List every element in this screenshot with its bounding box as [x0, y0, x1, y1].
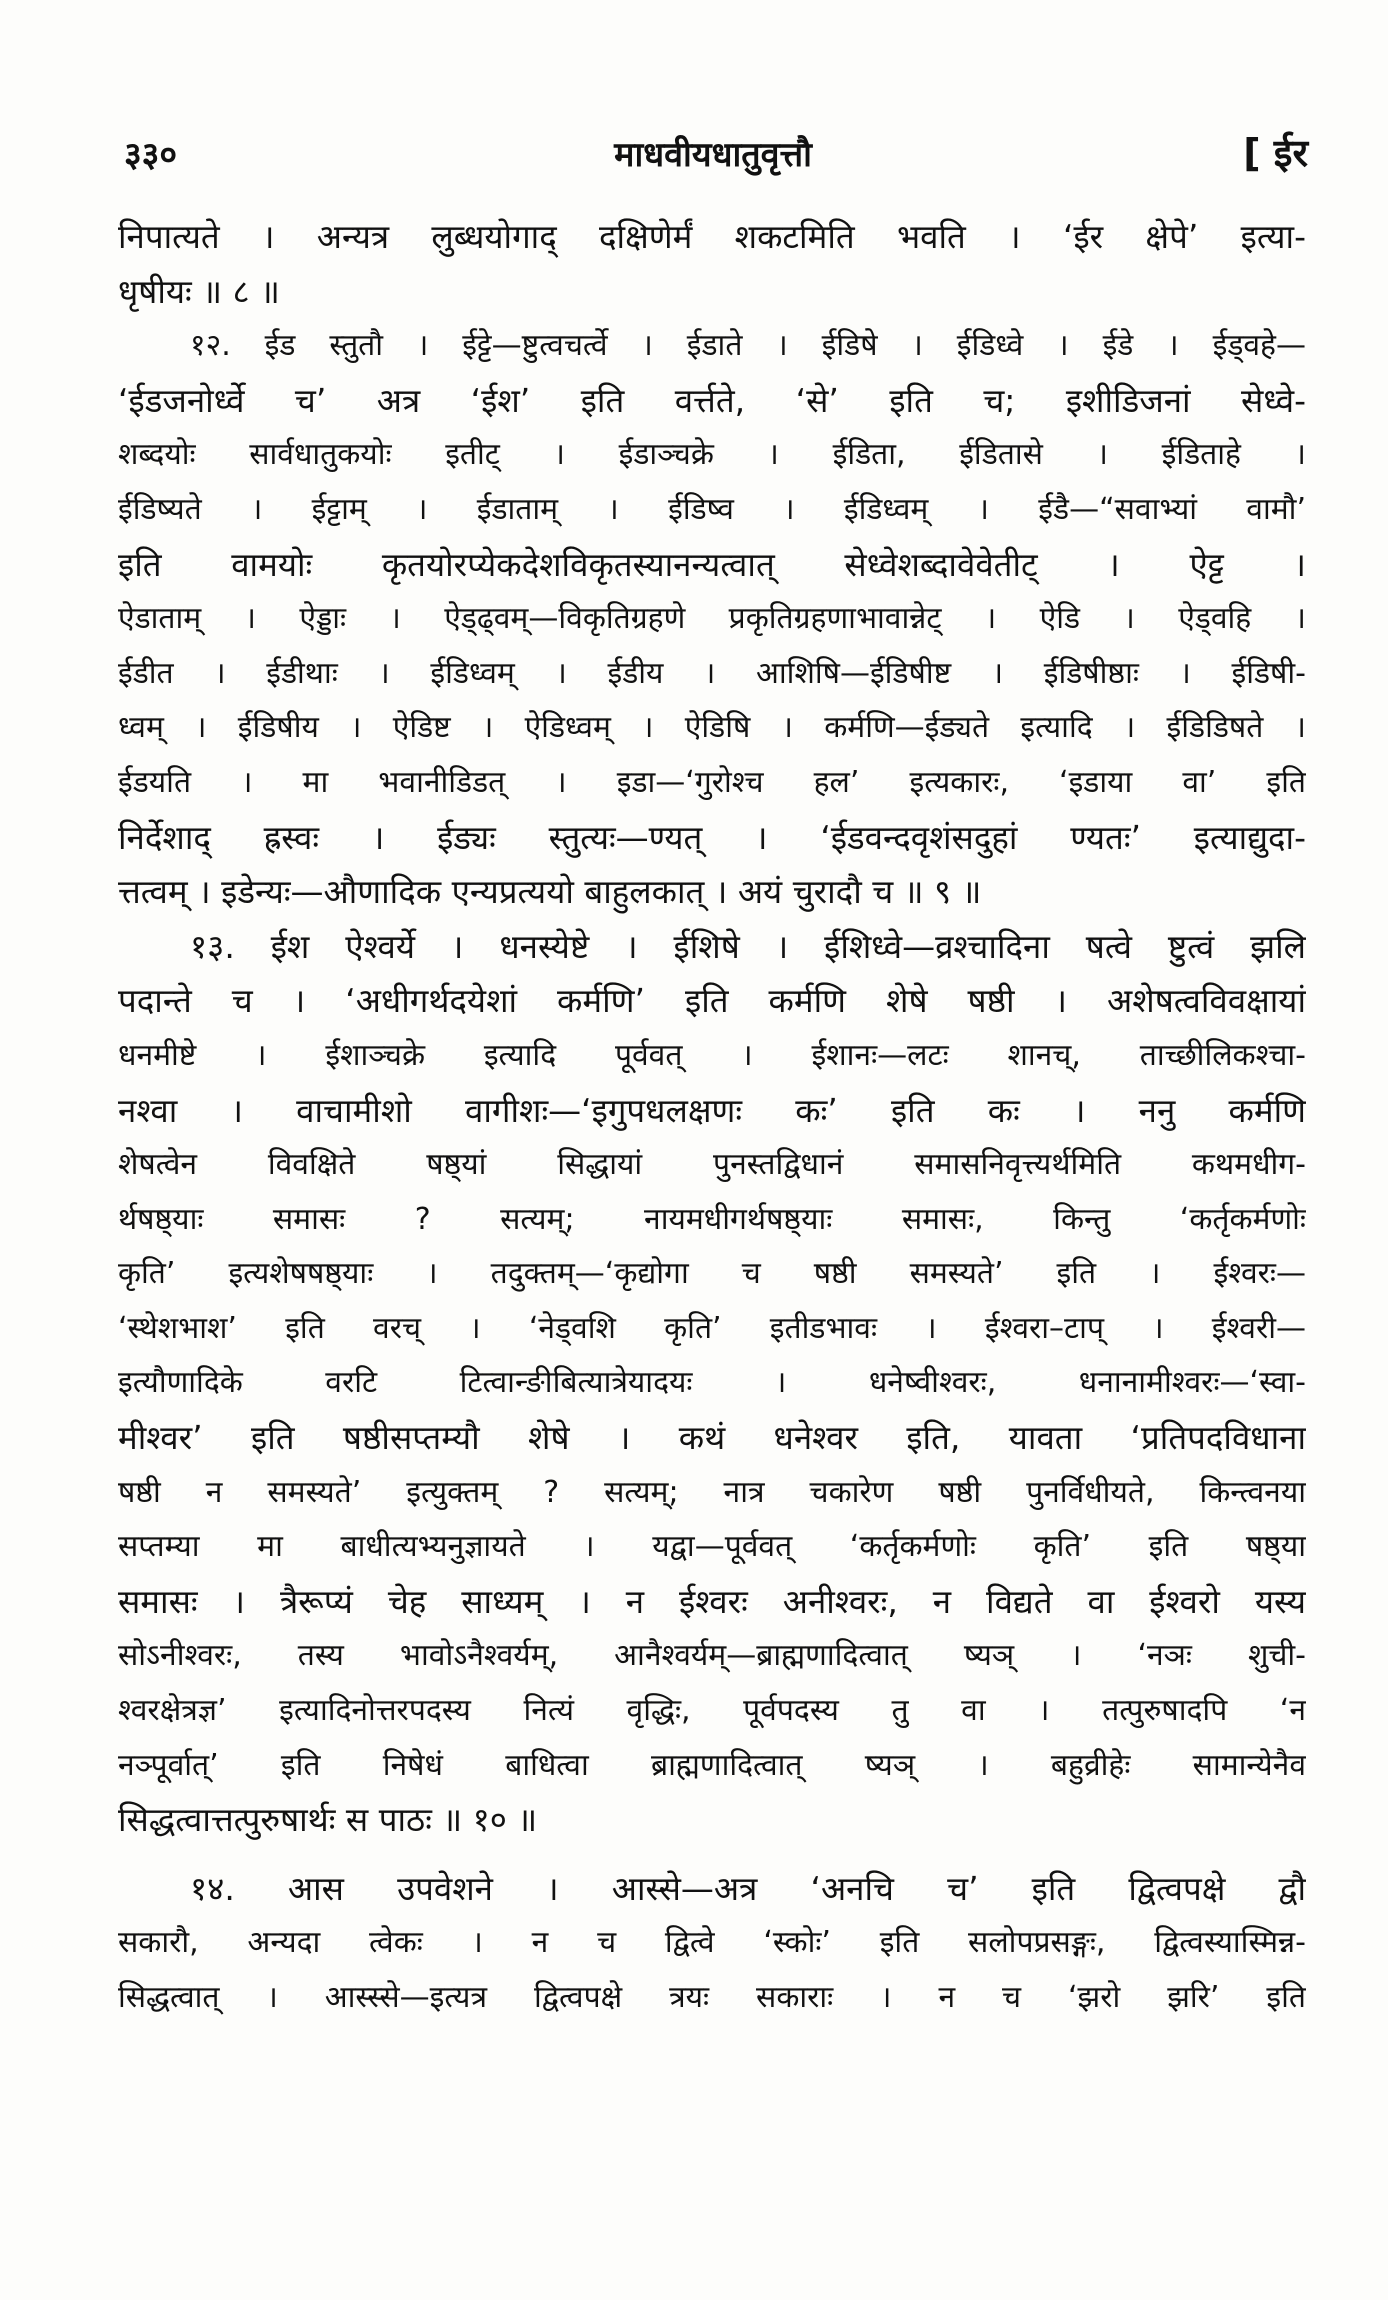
- running-head: [118, 118, 1308, 188]
- text-line: ध्वम् । ईडिषीय । ऐडिष्ट । ऐडिध्वम् । ऐडिषि । कर्मणि—ईड्यते इत्यादि । ईडिडिषते ।: [118, 710, 1306, 746]
- book-title: माधवीयधातुवृत्तौ: [614, 135, 812, 175]
- text-line: समासः । त्रैरूप्यं चेह साध्यम् । न ईश्वरः अनीश्वरः, न विद्यते वा ईश्वरो यस्य: [118, 1581, 1306, 1621]
- text-line: त्तत्वम् । इडेन्यः—औणादिक एन्यप्रत्ययो बाहुलकात् । अयं चुरादौ च ॥ ९ ॥: [118, 872, 982, 912]
- text-line: ‘स्थेशभाश’ इति वरच् । ‘नेड्वशि कृति’ इतीडभावः । ईश्वरा–टाप् । ईश्वरी—: [118, 1310, 1306, 1346]
- text-line: सोऽनीश्वरः, तस्य भावोऽनैश्वर्यम्, आनैश्वर्यम्—ब्राह्मणादित्वात् ष्यञ् । ‘नञः शुची-: [118, 1638, 1306, 1674]
- text-line: सकारौ, अन्यदा त्वेकः । न च द्वित्वे ‘स्कोः’ इति सलोपप्रसङ्गः, द्वित्वस्यास्मिन्न-: [118, 1925, 1306, 1961]
- text-line: नञ्पूर्वात्’ इति निषेधं बाधित्वा ब्राह्मणादित्वात् ष्यञ् । बहुव्रीहेः सामान्येनैव: [118, 1747, 1306, 1783]
- text-line: १४. आस उपवेशने । आस्से—अत्र ‘अनचि च’ इति द्वित्वपक्षे द्वौ: [190, 1868, 1306, 1908]
- text-line: १३. ईश ऐश्वर्ये । धनस्येष्टे । ईशिषे । ईशिध्वे—व्रश्चादिना षत्वे ष्टुत्वं झलि: [190, 926, 1306, 966]
- text-line: निपात्यते । अन्यत्र लुब्धयोगाद् दक्षिणेर्मं शकटमिति भवति । ‘ईर क्षेपे’ इत्या-: [118, 217, 1306, 256]
- text-line: षष्ठी न समस्यते’ इत्युक्तम् ? सत्यम्; नात्र चकारेण षष्ठी पुनर्विधीयते, किन्त्वनया: [118, 1474, 1306, 1510]
- text-line: शेषत्वेन विवक्षिते षष्ठ्यां सिद्धायां पुनस्तद्विधानं समासनिवृत्त्यर्थमिति कथमधीग-: [118, 1147, 1306, 1183]
- page-number: ३३०: [124, 135, 178, 175]
- text-line: श्वरक्षेत्रज्ञ’ इत्यादिनोत्तरपदस्य नित्यं वृद्धिः, पूर्वपदस्य तु वा । तत्पुरुषादपि ‘न: [118, 1693, 1306, 1729]
- text-line: मीश्वर’ इति षष्ठीसप्तम्यौ शेषे । कथं धनेश्वर इति, यावता ‘प्रतिपदविधाना: [118, 1418, 1306, 1458]
- text-line: पदान्ते च । ‘अधीगर्थदयेशां कर्मणि’ इति कर्मणि शेषे षष्ठी । अशेषत्वविवक्षायां: [118, 981, 1306, 1021]
- text-line: नश्वा । वाचामीशो वागीशः—‘इगुपधलक्षणः कः’ इति कः । ननु कर्मणि: [118, 1090, 1306, 1130]
- text-line: ‘ईडजनोर्ध्वे च’ अत्र ‘ईश’ इति वर्त्तते, ‘से’ इति च; इशीडिजनां सेध्वे-: [118, 380, 1306, 420]
- text-line: धनमीष्टे । ईशाञ्चक्रे इत्यादि पूर्ववत् । ईशानः—लटः शानच्, ताच्छीलिकश्चा-: [118, 1037, 1306, 1073]
- text-line: शब्दयोः सार्वधातुकयोः इतीट् । ईडाञ्चक्रे । ईडिता, ईडितासे । ईडिताहे ।: [118, 437, 1306, 473]
- text-line: निर्देशाद् ह्रस्वः । ईड्यः स्तुत्यः—ण्यत् । ‘ईडवन्दवृशंसदुहां ण्यतः’ इत्याद्युदा-: [118, 817, 1306, 857]
- body-text: [118, 210, 1306, 2026]
- text-line: इति वामयोः कृतयोरप्येकदेशविकृतस्यानन्यत्वात् सेध्वेशब्दावेवेतीट् । ऐट्ट ।: [118, 544, 1306, 584]
- section-root-marker: [ ईर: [1243, 131, 1308, 175]
- text-line: ईडीत । ईडीथाः । ईडिध्वम् । ईडीय । आशिषि—ईडिषीष्ट । ईडिषीष्ठाः । ईडिषी-: [118, 655, 1306, 691]
- text-line: सिद्धत्वात् । आस्स्से—इत्यत्र द्वित्वपक्षे त्रयः सकाराः । न च ‘झरो झरि’ इति: [118, 1980, 1306, 2015]
- text-line: सप्तम्या मा बाधीत्यभ्यनुज्ञायते । यद्वा—पूर्ववत् ‘कर्तृकर्मणोः कृति’ इति षष्ठ्या: [118, 1529, 1306, 1565]
- text-line: ऐडाताम् । ऐड्डाः । ऐड्ढ्वम्—विकृतिग्रहणे प्रकृतिग्रहणाभावान्नेट् । ऐडि । ऐड्वहि ।: [118, 601, 1306, 637]
- text-line: धृषीयः ॥ ८ ॥: [118, 271, 280, 311]
- text-line: कृति’ इत्यशेषषष्ठ्याः । तदुक्तम्—‘कृद्योगा च षष्ठी समस्यते’ इति । ईश्वरः—: [118, 1256, 1306, 1292]
- text-line: ईडयति । मा भवानीडिडत् । इडा—‘गुरोश्च हल’ इत्यकारः, ‘इडाया वा’ इति: [118, 764, 1306, 800]
- text-line: सिद्धत्वात्तत्पुरुषार्थः स पाठः ॥ १० ॥: [118, 1800, 538, 1840]
- text-line: १२. ईड स्तुतौ । ईट्टे—ष्टुत्वचर्त्वे । ईडाते । ईडिषे । ईडिध्वे । ईडे । ईड्वहे—: [190, 328, 1306, 364]
- text-line: इत्यौणादिके वरटि टित्वान्ङीबित्यात्रेयादयः । धनेष्वीश्वरः, धनानामीश्वरः—‘स्वा-: [118, 1365, 1306, 1401]
- text-line: र्थषष्ठ्याः समासः ? सत्यम्; नायमधीगर्थषष्ठ्याः समासः, किन्तु ‘कर्तृकर्मणोः: [118, 1201, 1306, 1237]
- text-line: ईडिष्यते । ईट्टाम् । ईडाताम् । ईडिष्व । ईडिध्वम् । ईडै—“सवाभ्यां वामौ’: [118, 491, 1306, 527]
